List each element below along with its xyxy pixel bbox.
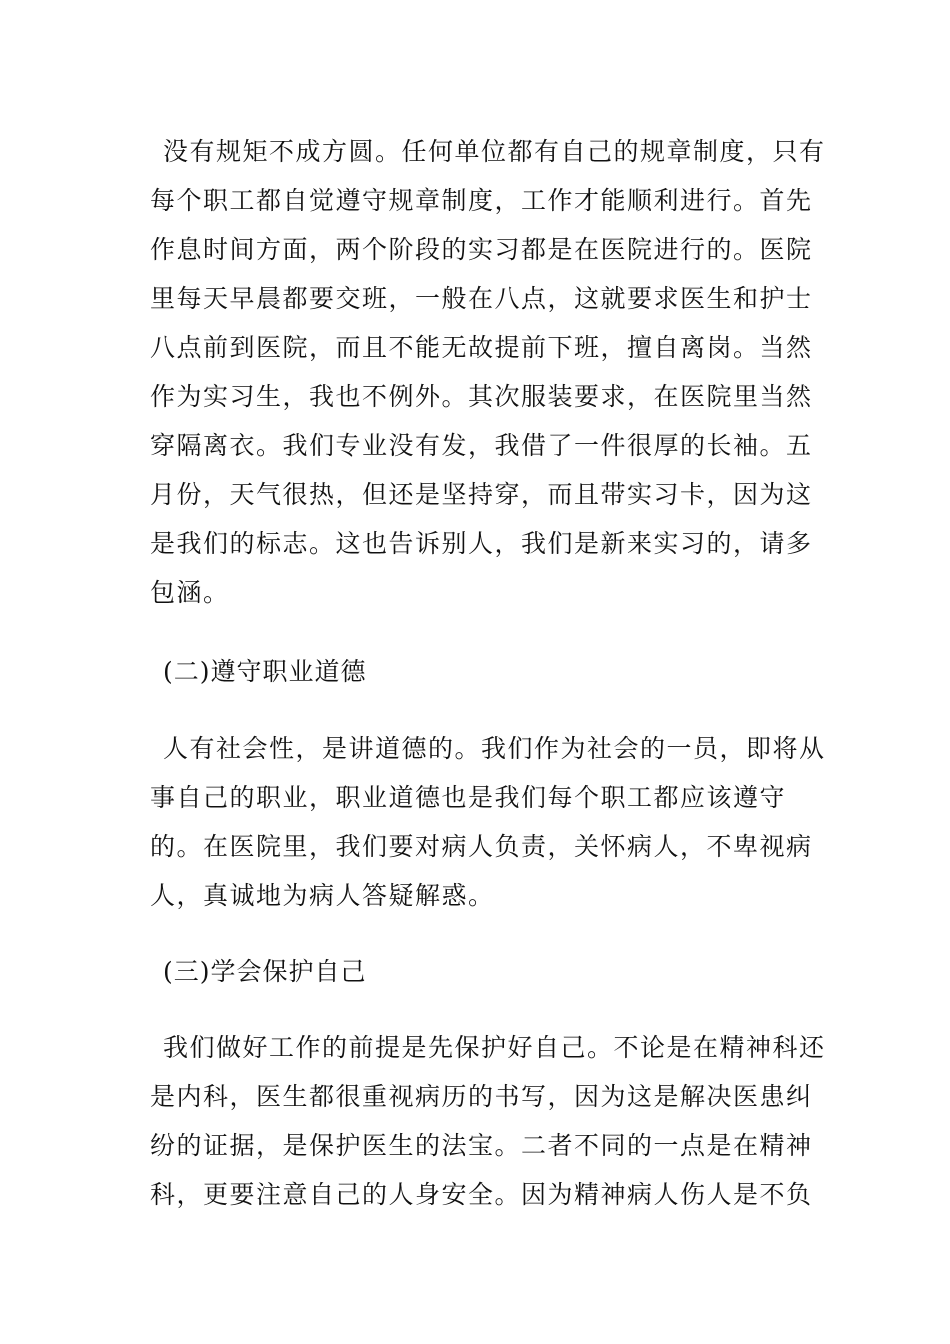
section-heading-ethics: (二)遵守职业道德 <box>163 657 367 686</box>
paragraph-line: 我们做好工作的前提是先保护好自己。不论是在精神科还 <box>163 1033 826 1062</box>
paragraph-line: 作为实习生，我也不例外。其次服装要求，在医院里当然 <box>150 382 813 411</box>
paragraph-line: 科，更要注意自己的人身安全。因为精神病人伤人是不负 <box>150 1180 813 1209</box>
paragraph-line: 人，真诚地为病人答疑解惑。 <box>150 881 495 910</box>
paragraph-line: 是内科，医生都很重视病历的书写，因为这是解决医患纠 <box>150 1082 813 1111</box>
paragraph-line: 的。在医院里，我们要对病人负责，关怀病人，不卑视病 <box>150 832 813 861</box>
paragraph-line: 里每天早晨都要交班，一般在八点，这就要求医生和护士 <box>150 284 813 313</box>
paragraph-line: 每个职工都自觉遵守规章制度，工作才能顺利进行。首先 <box>150 186 813 215</box>
paragraph-line: 没有规矩不成方圆。任何单位都有自己的规章制度，只有 <box>163 137 826 166</box>
paragraph-line: 穿隔离衣。我们专业没有发，我借了一件很厚的长袖。五 <box>150 431 813 460</box>
paragraph-line: 包涵。 <box>150 578 230 607</box>
paragraph-line: 月份，天气很热，但还是坚持穿，而且带实习卡，因为这 <box>150 480 813 509</box>
paragraph-line: 纷的证据，是保护医生的法宝。二者不同的一点是在精神 <box>150 1131 813 1160</box>
paragraph-line: 八点前到医院，而且不能无故提前下班，擅自离岗。当然 <box>150 333 813 362</box>
section-heading-self-protection: (三)学会保护自己 <box>163 957 367 986</box>
paragraph-line: 事自己的职业，职业道德也是我们每个职工都应该遵守 <box>150 783 787 812</box>
paragraph-line: 作息时间方面，两个阶段的实习都是在医院进行的。医院 <box>150 235 813 264</box>
paragraph-line: 是我们的标志。这也告诉别人，我们是新来实习的，请多 <box>150 529 813 558</box>
paragraph-line: 人有社会性，是讲道德的。我们作为社会的一员，即将从 <box>163 734 826 763</box>
